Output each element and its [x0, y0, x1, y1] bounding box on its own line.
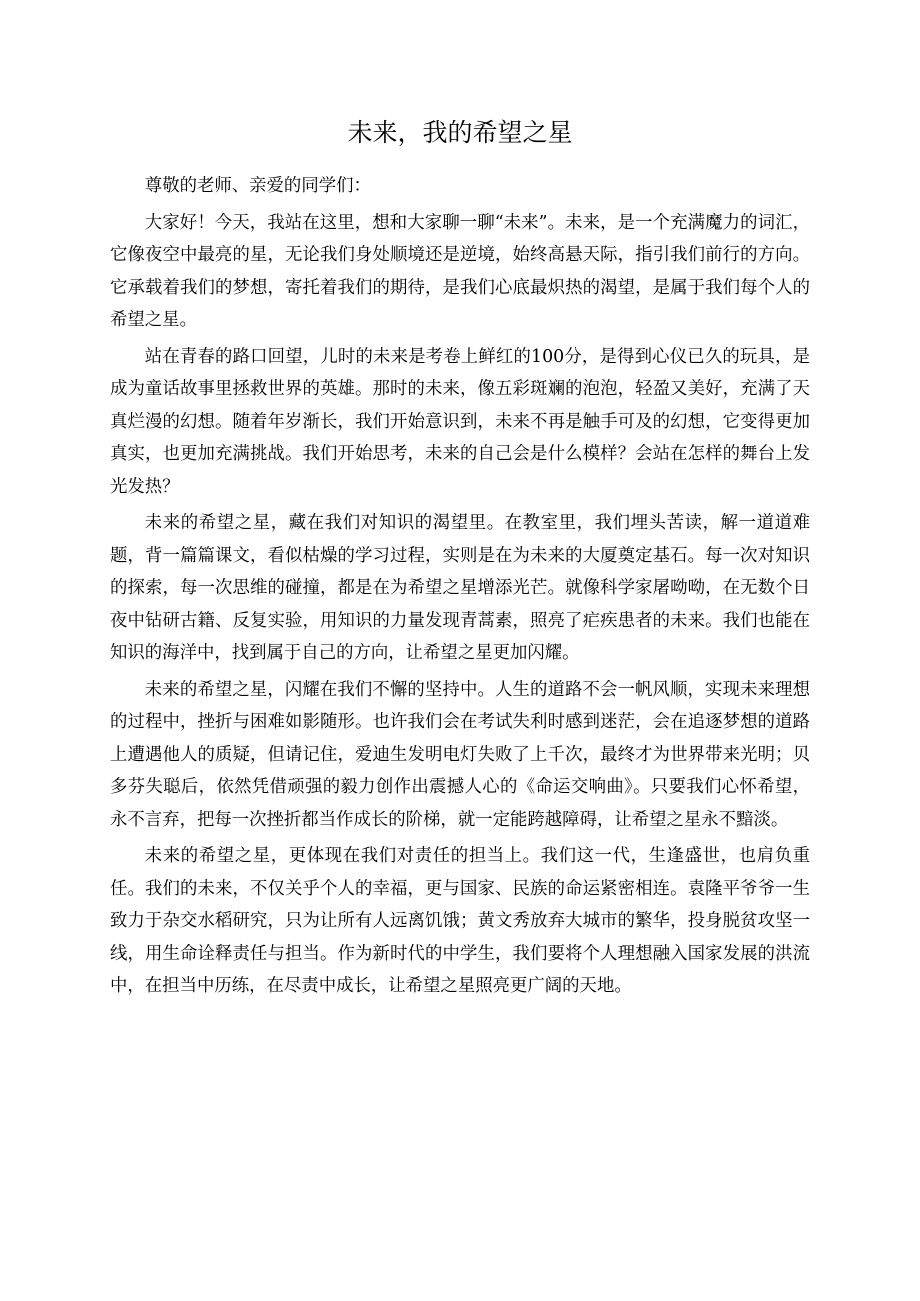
- knowledge-paragraph: 未来的希望之星，藏在我们对知识的渴望里。在教室里，我们埋头苦读，解一道道难题，背一篇篇课文，看似枯燥的学习过程，实则是在为未来的大厦奠定基石。每一次对知识的探索，每一次思维的碰撞，都是在为希望之星增添光芒。就像科学家屠呦呦，在无数个日夜中钻研古籍、反复实验，用知识的力量发现青蒿素，照亮了疟疾患者的未来。我们也能在知识的海洋中，找到属于自己的方向，让希望之星更加闪耀。: [110, 513, 810, 663]
- responsibility-paragraph: 未来的希望之星，更体现在我们对责任的担当上。我们这一代，生逢盛世，也肩负重任。我们的未来，不仅关乎个人的幸福，更与国家、民族的命运紧密相连。袁隆平爷爷一生致力于杂交水稻研究，只为让所有人远离饥饿；黄文秀放弃大城市的繁华，投身脱贫攻坚一线，用生命诠释责任与担当。作为新时代的中学生，我们要将个人理想融入国家发展的洪流中，在担当中历练，在尽责中成长，让希望之星照亮更广阔的天地。: [110, 846, 810, 996]
- document-title: 未来，我的希望之星: [347, 118, 573, 147]
- childhood-paragraph: 站在青春的路口回望，儿时的未来是考卷上鲜红的100分，是得到心仪已久的玩具，是成为童话故事里拯救世界的英雄。那时的未来，像五彩斑斓的泡泡，轻盈又美好，充满了天真烂漫的幻想。随着年岁渐长，我们开始意识到，未来不再是触手可及的幻想，它变得更加真实，也更加充满挑战。我们开始思考，未来的自己会是什么模样？会站在怎样的舞台上发光发热？: [110, 346, 810, 497]
- perseverance-paragraph: 未来的希望之星，闪耀在我们不懈的坚持中。人生的道路不会一帆风顺，实现未来理想的过程中，挫折与困难如影随形。也许我们会在考试失利时感到迷茫，会在追逐梦想的道路上遭遇他人的质疑，但请记住，爱迪生发明电灯失败了上千次，最终才为世界带来光明；贝多芬失聪后，依然凭借顽强的毅力创作出震撼人心的《命运交响曲》。只要我们心怀希望，永不言弃，把每一次挫折都当作成长的阶梯，就一定能跨越障碍，让希望之星永不黯淡。: [110, 679, 810, 830]
- salutation-paragraph: 尊敬的老师、亲爱的同学们：: [144, 176, 371, 196]
- document-body: [110, 170, 810, 1007]
- intro-paragraph: 大家好！今天，我站在这里，想和大家聊一聊“未来”。未来，是一个充满魔力的词汇，它像夜空中最亮的星，无论我们身处顺境还是逆境，始终高悬天际，指引我们前行的方向。它承载着我们的梦想，寄托着我们的期待，是我们心底最炽热的渴望，是属于我们每个人的希望之星。: [110, 212, 810, 330]
